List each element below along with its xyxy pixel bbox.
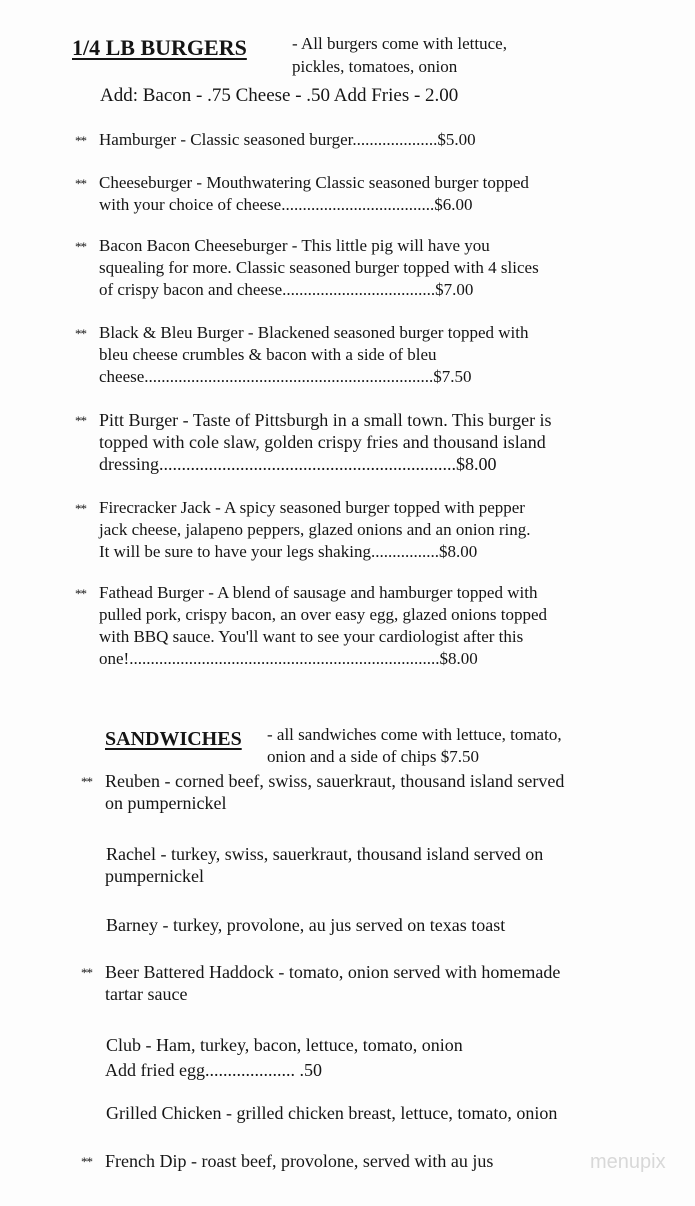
item-line: Cheeseburger - Mouthwatering Classic seasoned burger topped [99, 173, 529, 192]
burgers-description [292, 32, 507, 78]
sandwiches-description [267, 724, 562, 768]
item-line: jack cheese, jalapeno peppers, glazed onions and an onion ring. [99, 520, 531, 539]
item-line: Barney - turkey, provolone, au jus served on texas toast [106, 915, 506, 935]
featured-marker: ** [75, 501, 86, 516]
burgers-desc-line: - All burgers come with lettuce, [292, 34, 507, 53]
item-line: Firecracker Jack - A spicy seasoned burger topped with pepper [99, 498, 525, 517]
menu-item-club [81, 1032, 463, 1081]
item-line: Black & Bleu Burger - Blackened seasoned burger topped with [99, 323, 529, 342]
burgers-addons: Add: Bacon - .75 Cheese - .50 Add Fries - 2.00 [100, 85, 459, 106]
sandwiches-desc-line: onion and a side of chips $7.50 [267, 747, 479, 766]
featured-marker: ** [75, 176, 86, 191]
featured-marker: ** [75, 586, 86, 601]
menu-item-cheeseburger [75, 172, 529, 216]
menu-item-rachel [81, 843, 543, 887]
item-line: French Dip - roast beef, provolone, served with au jus [105, 1151, 494, 1171]
item-line: Hamburger - Classic seasoned burger....................$5.00 [99, 130, 476, 149]
item-line: pumpernickel [105, 866, 204, 886]
featured-marker: ** [75, 326, 86, 341]
watermark: menupix [590, 1151, 666, 1173]
item-line: Grilled Chicken - grilled chicken breast, lettuce, tomato, onion [106, 1103, 558, 1123]
menu-item-beer-battered-haddock [81, 961, 560, 1005]
item-line: Add fried egg.................... .50 [105, 1060, 322, 1080]
featured-marker: ** [81, 774, 92, 789]
item-line: of crispy bacon and cheese....................................$7.00 [99, 280, 474, 299]
menu-item-fathead-burger [75, 582, 547, 670]
menu-item-pitt-burger [75, 409, 552, 475]
item-line: Bacon Bacon Cheeseburger - This little pig will have you [99, 236, 490, 255]
item-line: one!.........................................................................$8.00 [99, 649, 478, 668]
menu-item-bacon-cheeseburger [75, 235, 539, 301]
item-line: dressing..................................................................$8.00 [99, 454, 497, 474]
item-line: Fathead Burger - A blend of sausage and hamburger topped with [99, 583, 538, 602]
burgers-desc-line: pickles, tomatoes, onion [292, 57, 458, 76]
sandwiches-title: SANDWICHES [105, 728, 242, 750]
menu-item-firecracker-jack [75, 497, 530, 563]
burgers-title: 1/4 LB BURGERS [72, 35, 247, 60]
featured-marker: ** [75, 413, 86, 428]
item-line: squealing for more. Classic seasoned burger topped with 4 slices [99, 258, 539, 277]
featured-marker: ** [75, 239, 86, 254]
item-line: bleu cheese crumbles & bacon with a side of bleu [99, 345, 437, 364]
menu-item-french-dip [81, 1150, 493, 1172]
item-line: Beer Battered Haddock - tomato, onion served with homemade [105, 962, 561, 982]
featured-marker: ** [81, 1154, 92, 1169]
featured-marker: ** [81, 965, 92, 980]
item-line: with BBQ sauce. You'll want to see your cardiologist after this [99, 627, 524, 646]
item-line: topped with cole slaw, golden crispy fries and thousand island [99, 432, 546, 452]
menu-item-black-bleu [75, 322, 528, 388]
item-line: tartar sauce [105, 984, 188, 1004]
featured-marker: ** [75, 133, 86, 148]
item-line: Pitt Burger - Taste of Pittsburgh in a small town. This burger is [99, 410, 552, 430]
menu-item-hamburger [75, 129, 476, 151]
menu-item-reuben [81, 770, 564, 814]
menu-item-grilled-chicken [81, 1102, 557, 1124]
item-line: Club - Ham, turkey, bacon, lettuce, tomato, onion [106, 1035, 463, 1055]
item-line: on pumpernickel [105, 793, 227, 813]
menu-item-barney [81, 914, 505, 936]
item-line: with your choice of cheese....................................$6.00 [99, 195, 473, 214]
item-line: pulled pork, crispy bacon, an over easy egg, glazed onions topped [99, 605, 548, 624]
item-line: Rachel - turkey, swiss, sauerkraut, thousand island served on [106, 844, 544, 864]
item-line: cheese....................................................................$7.50 [99, 367, 472, 386]
item-line: Reuben - corned beef, swiss, sauerkraut, thousand island served [105, 771, 565, 791]
item-line: It will be sure to have your legs shaking................$8.00 [99, 542, 478, 561]
sandwiches-desc-line: - all sandwiches come with lettuce, tomato, [267, 725, 562, 744]
